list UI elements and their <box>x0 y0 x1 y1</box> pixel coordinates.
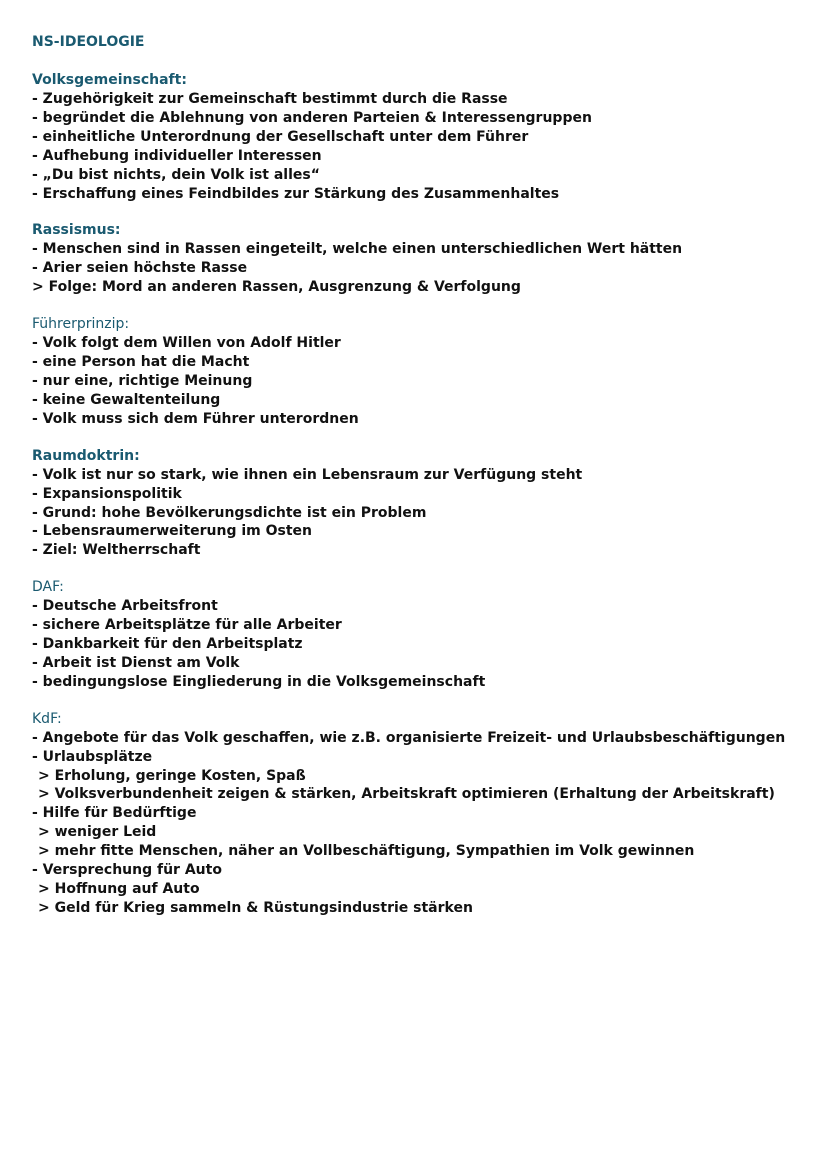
list-item: - Ziel: Weltherrschaft <box>32 542 201 559</box>
list-item: - Versprechung für Auto <box>32 862 222 879</box>
list-item: - Arbeit ist Dienst am Volk <box>32 654 240 671</box>
list-item: - Grund: hohe Bevölkerungsdichte ist ein Problem <box>32 504 427 521</box>
list-item: - Hilfe für Bedürftige <box>32 805 197 822</box>
section-heading: DAF: <box>32 579 64 596</box>
list-item: - Zugehörigkeit zur Gemeinschaft bestimmt durch die Rasse <box>32 91 508 107</box>
list-item: - Arier seien höchste Rasse <box>32 260 248 277</box>
list-item: - keine Gewaltenteilung <box>32 391 221 408</box>
list-item: - nur eine, richtige Meinung <box>32 372 253 389</box>
list-item: - Volk folgt dem Willen von Adolf Hitler <box>32 335 341 352</box>
list-sub-item: > Hoffnung auf Auto <box>38 881 200 897</box>
section-rassismus <box>32 221 812 297</box>
list-item: > Folge: Mord an anderen Rassen, Ausgrenzung & Verfolgung <box>32 279 521 296</box>
list-item: - sichere Arbeitsplätze für alle Arbeiter <box>32 617 342 634</box>
list-item: - Aufhebung individueller Interessen <box>32 147 322 164</box>
list-item: - begründet die Ablehnung von anderen Parteien & Interessengruppen <box>32 109 592 126</box>
document-title: NS-IDEOLOGIE <box>32 34 145 50</box>
list-item: - Lebensraumerweiterung im Osten <box>32 523 313 540</box>
list-item: - eine Person hat die Macht <box>32 354 250 371</box>
document-page <box>32 33 812 936</box>
list-item: - Angebote für das Volk geschaffen, wie z.B. organisierte Freizeit- und Urlaubsbeschäftigungen <box>32 729 786 746</box>
list-item: - bedingungslose Eingliederung in die Volksgemeinschaft <box>32 673 486 690</box>
section-daf <box>32 578 812 692</box>
list-item: - einheitliche Unterordnung der Gesellschaft unter dem Führer <box>32 128 529 145</box>
list-item: - Volk muss sich dem Führer unterordnen <box>32 410 359 427</box>
section-fuehrerprinzip <box>32 315 812 429</box>
list-item: - Volk ist nur so stark, wie ihnen ein Lebensraum zur Verfügung steht <box>32 466 583 483</box>
list-sub-item: > weniger Leid <box>38 824 157 841</box>
section-volksgemeinschaft <box>32 71 812 203</box>
section-heading: KdF: <box>32 710 62 727</box>
section-raumdoktrin <box>32 447 812 561</box>
list-sub-item: > Volksverbundenheit zeigen & stärken, Arbeitskraft optimieren (Erhaltung der Arbeitskraft) <box>38 786 775 803</box>
section-kdf <box>32 710 812 918</box>
list-item: - Menschen sind in Rassen eingeteilt, welche einen unterschiedlichen Wert hätten <box>32 241 683 258</box>
section-heading: Volksgemeinschaft: <box>32 72 187 88</box>
list-item: - Deutsche Arbeitsfront <box>32 598 218 615</box>
list-sub-item: > Erholung, geringe Kosten, Spaß <box>38 767 306 784</box>
section-heading: Rassismus: <box>32 222 121 239</box>
section-heading: Führerprinzip: <box>32 316 130 333</box>
list-item: - Erschaffung eines Feindbildes zur Stärkung des Zusammenhaltes <box>32 185 560 202</box>
section-heading: Raumdoktrin: <box>32 447 140 464</box>
list-item: - Urlaubsplätze <box>32 748 153 765</box>
list-item: - Dankbarkeit für den Arbeitsplatz <box>32 636 303 653</box>
list-item: - Expansionspolitik <box>32 485 182 502</box>
list-item: - „Du bist nichts, dein Volk ist alles“ <box>32 166 320 183</box>
list-sub-item: > Geld für Krieg sammeln & Rüstungsindustrie stärken <box>38 899 473 916</box>
list-sub-item: > mehr fitte Menschen, näher an Vollbeschäftigung, Sympathien im Volk gewinnen <box>38 843 695 860</box>
